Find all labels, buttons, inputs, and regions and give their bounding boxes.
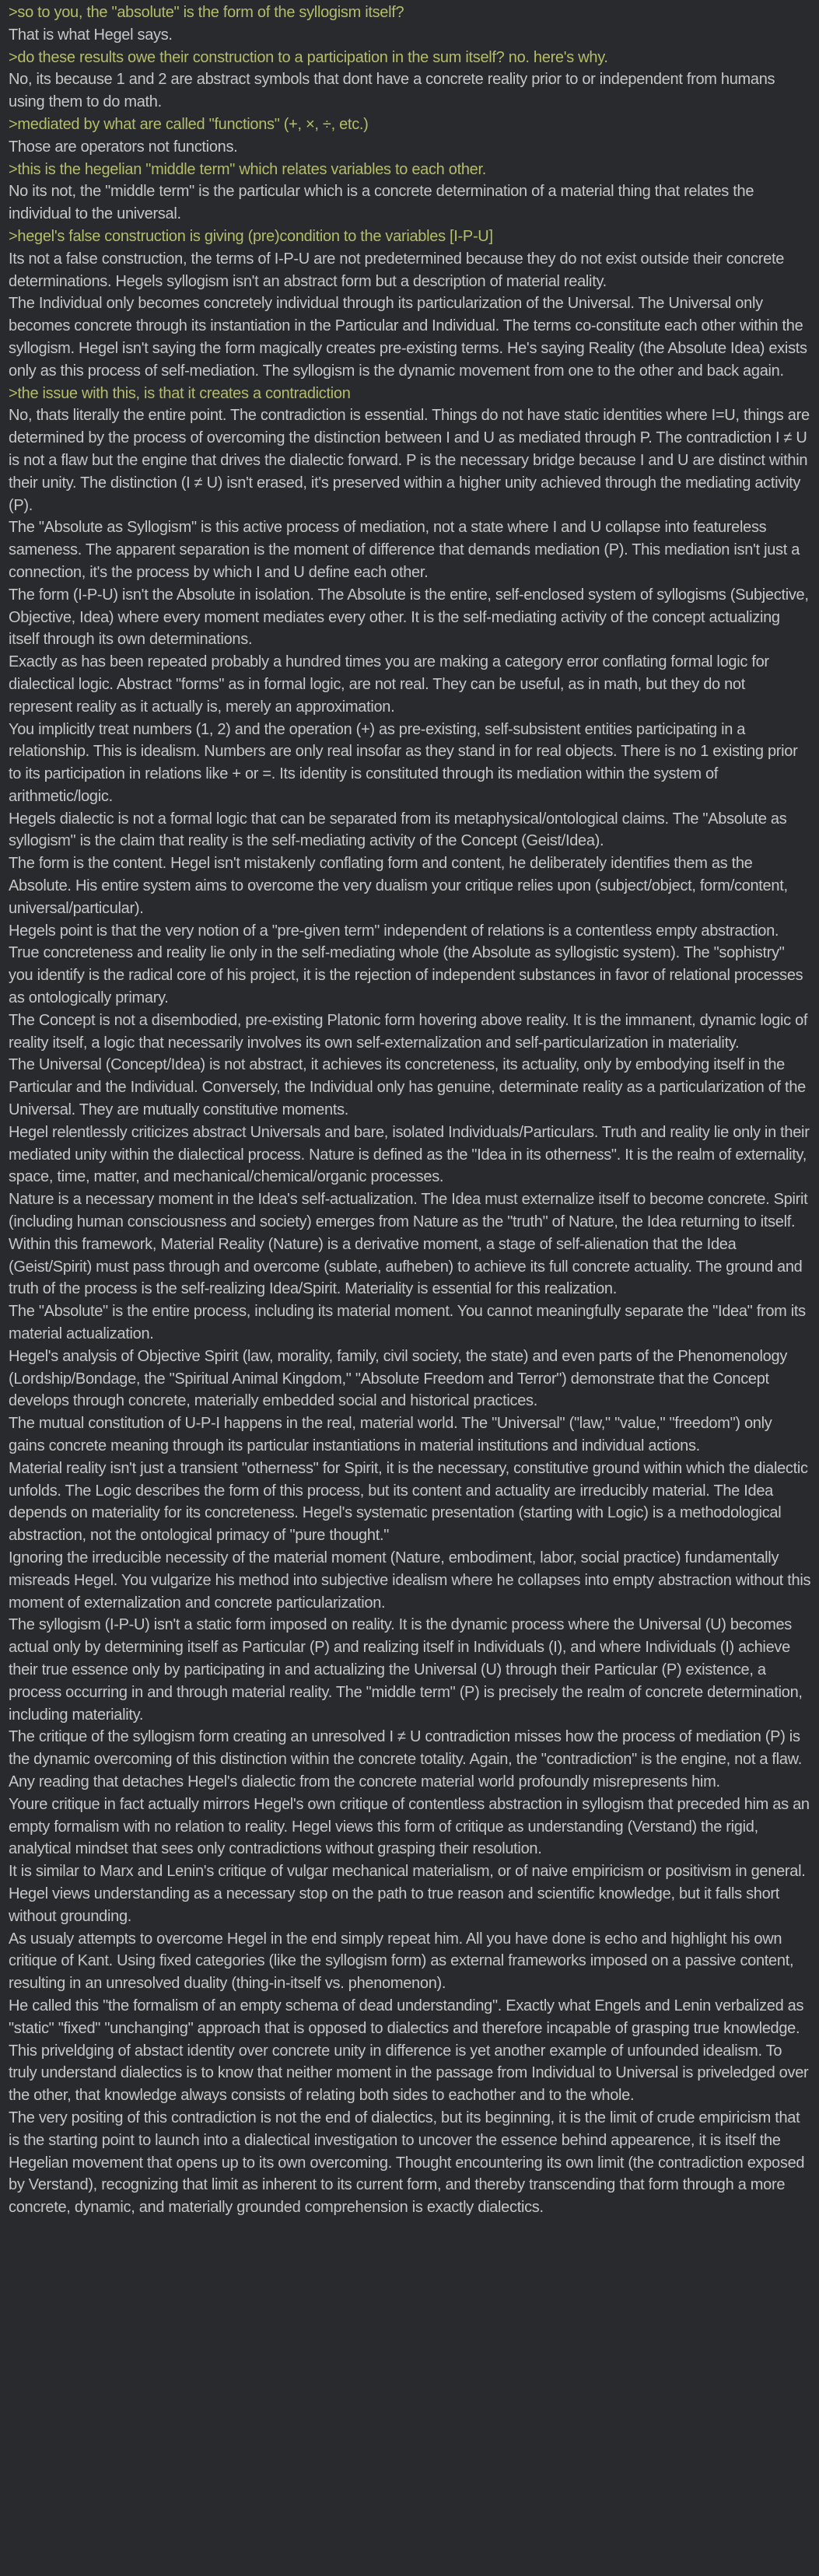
post-text-line: Those are operators not functions. bbox=[9, 138, 238, 156]
post-text-line: The syllogism (I-P-U) isn't a static form imposed on reality. It is the dynamic process where the Universal (U) becomes actual only by determining itself as Particular (P) and realizing itself in Individuals (I), and where Individuals (I) achieve their true essence only by participating in and actualizing the Universal (U) through their Particular (P) existence, a process occurring in and through material reality. The "middle term" (P) is precisely the realm of concrete determination, including materiality. bbox=[9, 1616, 807, 1724]
greentext-quote-line: >the issue with this, is that it creates a contradiction bbox=[9, 384, 351, 402]
post-text-line: He called this "the formalism of an empty schema of dead understanding". Exactly what Engels and Lenin verbalized as "static" "fixed" "unchanging" approach that is opposed to dialectics and therefore incapable of grasping true knowledge. bbox=[9, 1997, 808, 2037]
post-text-line: It is similar to Marx and Lenin's critique of vulgar mechanical materialism, or of naive empiricism or positivism in general. Hegel views understanding as a necessary stop on the path to true reason and scientific knowledge, but it falls short without grounding. bbox=[9, 1863, 810, 1925]
post-text-line: Its not a false construction, the terms of I-P-U are not predetermined because they do not exist outside their concrete determinations. Hegels syllogism isn't an abstract form but a description of material reality. bbox=[9, 250, 789, 290]
post-text-line: The form (I-P-U) isn't the Absolute in isolation. The Absolute is the entire, self-enclosed system of syllogisms (Subjective, Objective, Idea) where every moment mediates every other. It is the self-mediating activity of the concept actualizing itself through its own determinations. bbox=[9, 586, 813, 649]
post-text-line: Within this framework, Material Reality (Nature) is a derivative moment, a stage of self-alienation that the Idea (Geist/Spirit) must pass through and overcome (sublate, aufheben) to achieve its full concrete actuality. The ground and truth of the process is the self-realizing Idea/Spirit. Materiality is essential for this realization. bbox=[9, 1235, 807, 1298]
greentext-quote-line: >so to you, the "absolute" is the form of the syllogism itself? bbox=[9, 4, 404, 21]
post-text-line: Hegel relentlessly criticizes abstract Universals and bare, isolated Individuals/Particulars. Truth and reality lie only in their mediated unity within the dialectical process. Nature is defined as the "Idea in its otherness". It is the realm of externality, space, time, matter, and mechanical/chemical/organic processes. bbox=[9, 1123, 814, 1186]
post-text-line: The form is the content. Hegel isn't mistakenly conflating form and content, he deliberately identifies them as the Absolute. His entire system aims to overcome the very dualism your critique relies upon (subject/object, form/content, universal/particular). bbox=[9, 855, 792, 917]
post-text-line: That is what Hegel says. bbox=[9, 26, 173, 44]
post-text-line: Hegels point is that the very notion of a "pre-given term" independent of relations is a contentless empty abstraction. True concreteness and reality lie only in the self-mediating whole (the Absolute as syllogistic system). The "sophistry" you identify is the radical core of his project, it is the rejection of independent substances in favor of relational processes as ontologically primary. bbox=[9, 922, 807, 1007]
post-text-line: Ignoring the irreducible necessity of the material moment (Nature, embodiment, labor, social practice) fundamentally misreads Hegel. You vulgarize his method into subjective idealism where he collapses into empty abstraction without this moment of externalization and concrete particularization. bbox=[9, 1549, 815, 1612]
post-text-line: The very positing of this contradiction is not the end of dialectics, but its beginning, it is the limit of crude empiricism that is the starting point to launch into a dialectical investigation to uncover the essence behind appearence, it is itself the Hegelian movement that opens up to its own overcoming. Thought encountering its own limit (the contradiction exposed by Verstand), recognizing that limit as inherent to its current form, and thereby transcending that form through a more concrete, dynamic, and materially grounded comprehension is exactly dialectics. bbox=[9, 2109, 809, 2217]
post-text-line: The "Absolute as Syllogism" is this active process of mediation, not a state where I and U collapse into featureless sameness. The apparent separation is the moment of difference that demands mediation (P). This mediation isn't just a connection, it's the process by which I and U define each other. bbox=[9, 519, 804, 581]
post-text-line: The "Absolute" is the entire process, including its material moment. You cannot meaningfully separate the "Idea" from its material actualization. bbox=[9, 1303, 810, 1343]
greentext-quote-line: >mediated by what are called "functions" (+, ×, ÷, etc.) bbox=[9, 115, 369, 133]
post-text-line: Nature is a necessary moment in the Idea's self-actualization. The Idea must externalize itself to become concrete. Spirit (including human consciousness and society) emerges from Nature as the "truth" of Nature, the Idea returning to itself. bbox=[9, 1191, 812, 1231]
post-text-line: No, thats literally the entire point. The contradiction is essential. Things do not have static identities where I=U, things are determined by the process of overcoming the distinction between I and U as mediated through P. The contradiction I ≠ U is not a flaw but the engine that drives the dialectic forward. P is the necessary bridge because I and U are distinct within their unity. The distinction (I ≠ U) isn't erased, it's preserved within a higher unity achieved through the mediating activity (P). bbox=[9, 407, 814, 514]
post-text-line: Youre critique in fact actually mirrors Hegel's own critique of contentless abstraction in syllogism that preceded him as an empty formalism with no relation to reality. Hegel views this form of critique as understanding (Verstand) the rigid, analytical mindset that sees only contradictions without grasping their resolution. bbox=[9, 1795, 814, 1858]
post-text-line: As usualy attempts to overcome Hegel in the end simply repeat him. All you have done is echo and highlight his own critique of Kant. Using fixed categories (like the syllogism form) as external frameworks imposed on a passive content, resulting in an unresolved duality (thing-in-itself vs. phenomenon). bbox=[9, 1930, 798, 1993]
post-text-line: The critique of the syllogism form creating an unresolved I ≠ U contradiction misses how the process of mediation (P) is the dynamic overcoming of this distinction within the concrete totality. Again, the "contradiction" is the engine, not a flaw. Any reading that detaches Hegel's dialectic from the concrete material world profoundly misrepresents him. bbox=[9, 1728, 806, 1790]
post-text-line: The Universal (Concept/Idea) is not abstract, it achieves its concreteness, its actuality, only by embodying itself in the Particular and the Individual. Conversely, the Individual only has genuine, determinate reality as a particularization of the Universal. They are mutually constitutive moments. bbox=[9, 1056, 810, 1119]
post-text-line: Material reality isn't just a transient "otherness" for Spirit, it is the necessary, constitutive ground within which the dialectic unfolds. The Logic describes the form of this process, but its content and actuality are irreducibly material. The Idea depends on materiality for its concreteness. Hegel's systematic presentation (starting with Logic) is a methodological abstraction, not the ontological primacy of "pure thought." bbox=[9, 1459, 812, 1545]
post-text-line: You implicitly treat numbers (1, 2) and the operation (+) as pre-existing, self-subsistent entities participating in a relationship. This is idealism. Numbers are only real insofar as they stand in for real objects. There is no 1 existing prior to its participation in relations like + or =. Its identity is constituted through its mediation within the system of arithmetic/logic. bbox=[9, 720, 802, 805]
post-text-line: No, its because 1 and 2 are abstract symbols that dont have a concrete reality prior to or independent from humans using them to do math. bbox=[9, 71, 779, 111]
post-text-line: No its not, the "middle term" is the particular which is a concrete determination of a material thing that relates the individual to the universal. bbox=[9, 183, 758, 223]
post-text-line: Hegels dialectic is not a formal logic that can be separated from its metaphysical/ontological claims. The "Absolute as syllogism" is the claim that reality is the self-mediating activity of the Concept (Geist/Idea). bbox=[9, 810, 791, 850]
post-text-line: Exactly as has been repeated probably a hundred times you are making a category error conflating formal logic for dialectical logic. Abstract "forms" as in formal logic, are not real. They can be useful, as in math, but they do not represent reality as it actually is, merely an approximation. bbox=[9, 653, 774, 716]
greentext-quote-line: >do these results owe their construction to a participation in the sum itself? no. here's why. bbox=[9, 48, 608, 66]
greentext-quote-line: >this is the hegelian "middle term" which relates variables to each other. bbox=[9, 160, 487, 178]
greentext-quote-line: >hegel's false construction is giving (pre)condition to the variables [I-P-U] bbox=[9, 227, 493, 245]
post-text-line: This priveldging of abstact identity over concrete unity in difference is yet another example of unfounded idealism. To truly understand dialectics is to know that neither moment in the passage from Individual to Universal is priveledged over the other, that knowledge always consists of relating both sides to eachother and to the whole. bbox=[9, 2042, 813, 2105]
post-text-line: The mutual constitution of U-P-I happens in the real, material world. The "Universal" ("law," "value," "freedom") only gains concrete meaning through its particular instantiations in material institutions and individual actions. bbox=[9, 1415, 776, 1454]
post-text-line: The Individual only becomes concretely individual through its particularization of the Universal. The Universal only becomes concrete through its instantiation in the Particular and Individual. The terms co-constitute each other within the syllogism. Hegel isn't saying the form magically creates pre-existing terms. He's saying Reality (the Absolute Idea) exists only as this process of self-mediation. The syllogism is the dynamic movement from one to the other and back again. bbox=[9, 295, 811, 380]
post-text-line: Hegel's analysis of Objective Spirit (law, morality, family, civil society, the state) and even parts of the Phenomenology (Lordship/Bondage, the "Spiritual Animal Kingdom," "Absolute Freedom and Terror") demonstrate that the Concept develops through concrete, materially embedded social and historical practices. bbox=[9, 1347, 792, 1410]
post-text-line: The Concept is not a disembodied, pre-existing Platonic form hovering above reality. It is the immanent, dynamic logic of reality itself, a logic that necessarily involves its own self-externalization and self-particularization in materiality. bbox=[9, 1011, 812, 1052]
